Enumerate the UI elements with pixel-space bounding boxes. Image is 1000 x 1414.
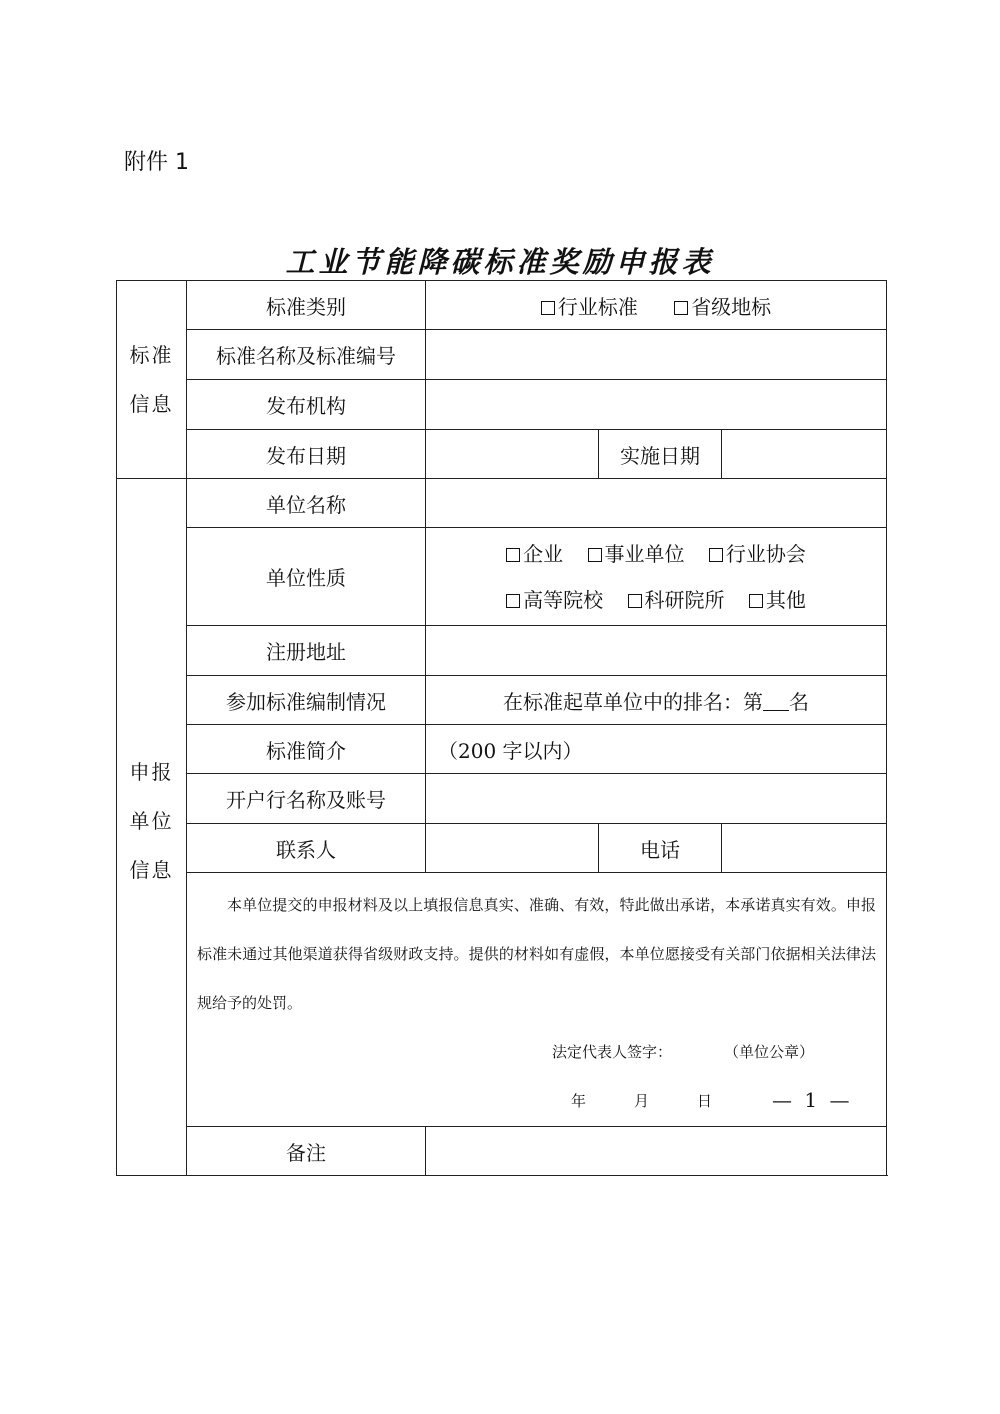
impl-date-field[interactable] bbox=[722, 430, 887, 479]
checkbox-icon[interactable] bbox=[506, 594, 520, 608]
ranking-field[interactable] bbox=[426, 676, 887, 725]
publish-date-field[interactable] bbox=[426, 430, 599, 479]
unit-name-field[interactable] bbox=[426, 479, 887, 528]
impl-date-label: 实施日期 bbox=[599, 430, 722, 479]
unit-nature-label: 单位性质 bbox=[187, 528, 426, 626]
option-research-institute[interactable] bbox=[628, 577, 725, 623]
remarks-label: 备注 bbox=[187, 1127, 426, 1176]
option-label: 省级地标 bbox=[691, 294, 772, 319]
year-label: 年 bbox=[570, 1092, 586, 1110]
publisher-label: 发布机构 bbox=[187, 380, 426, 430]
checkbox-icon[interactable] bbox=[749, 594, 763, 608]
section-applicant-label-3: 信息 bbox=[129, 858, 174, 882]
intro-hint: （200 字以内） bbox=[438, 738, 583, 763]
checkbox-icon[interactable] bbox=[674, 301, 688, 315]
ranking-blank[interactable] bbox=[763, 692, 789, 711]
unit-nature-options bbox=[426, 528, 887, 626]
option-university[interactable] bbox=[506, 577, 603, 623]
section-applicant-label-1: 申报 bbox=[129, 760, 174, 784]
option-label: 事业单位 bbox=[604, 541, 685, 566]
contact-field[interactable] bbox=[426, 824, 599, 873]
bank-label: 开户行名称及账号 bbox=[187, 774, 426, 824]
option-label: 其他 bbox=[765, 587, 806, 612]
option-public-institution[interactable] bbox=[588, 531, 685, 577]
option-label: 企业 bbox=[523, 541, 564, 566]
ranking-prefix: 在标准起草单位中的排名：第 bbox=[503, 689, 764, 714]
seal-label: （单位公章） bbox=[724, 1043, 815, 1061]
form-title: 工业节能降碳标准奖励申报表 bbox=[285, 245, 715, 279]
section-applicant-info bbox=[117, 479, 187, 1176]
publisher-field[interactable] bbox=[426, 380, 887, 430]
section-standard-label-1: 标准 bbox=[129, 342, 174, 367]
attachment-label: 附件 1 bbox=[124, 150, 189, 175]
option-provincial-standard[interactable] bbox=[674, 291, 771, 320]
option-other[interactable] bbox=[749, 577, 806, 623]
intro-label: 标准简介 bbox=[187, 725, 426, 774]
address-field[interactable] bbox=[426, 626, 887, 676]
phone-field[interactable] bbox=[722, 824, 887, 873]
address-label: 注册地址 bbox=[187, 626, 426, 676]
participation-label: 参加标准编制情况 bbox=[187, 676, 426, 725]
day-label: 日 bbox=[697, 1092, 713, 1110]
section-applicant-label-2: 单位 bbox=[129, 809, 174, 833]
option-label: 高等院校 bbox=[523, 587, 604, 612]
standard-category-label: 标准类别 bbox=[187, 281, 426, 330]
option-industry-standard[interactable] bbox=[541, 291, 638, 320]
option-label: 行业协会 bbox=[725, 541, 806, 566]
checkbox-icon[interactable] bbox=[506, 548, 520, 562]
intro-field[interactable] bbox=[426, 725, 887, 774]
declaration-text: 本单位提交的申报材料及以上填报信息真实、准确、有效，特此做出承诺，本承诺真实有效。申报标准未通过其他渠道获得省级财政支持。提供的材料如有虚假，本单位愿接受有关部门依据相关法律法规给予的处罚。 bbox=[197, 896, 877, 1012]
bank-field[interactable] bbox=[426, 774, 887, 824]
standard-category-options bbox=[426, 281, 887, 330]
contact-label: 联系人 bbox=[187, 824, 426, 873]
application-form-table bbox=[116, 280, 887, 1176]
section-standard-label-2: 信息 bbox=[129, 391, 174, 416]
page-number: — 1 — bbox=[772, 1088, 853, 1112]
ranking-suffix: 名 bbox=[789, 689, 810, 714]
unit-name-label: 单位名称 bbox=[187, 479, 426, 528]
remarks-field[interactable] bbox=[426, 1127, 887, 1176]
checkbox-icon[interactable] bbox=[541, 301, 555, 315]
checkbox-icon[interactable] bbox=[628, 594, 642, 608]
signature-label: 法定代表人签字： bbox=[552, 1043, 673, 1061]
month-label: 月 bbox=[634, 1092, 650, 1110]
publish-date-label: 发布日期 bbox=[187, 430, 426, 479]
option-industry-association[interactable] bbox=[709, 531, 806, 577]
checkbox-icon[interactable] bbox=[588, 548, 602, 562]
option-label: 行业标准 bbox=[557, 294, 638, 319]
option-enterprise[interactable] bbox=[506, 531, 563, 577]
section-standard-info bbox=[117, 281, 187, 479]
phone-label: 电话 bbox=[599, 824, 722, 873]
standard-name-label: 标准名称及标准编号 bbox=[187, 330, 426, 380]
checkbox-icon[interactable] bbox=[709, 548, 723, 562]
option-label: 科研院所 bbox=[644, 587, 725, 612]
standard-name-field[interactable] bbox=[426, 330, 887, 380]
signature-line bbox=[197, 1028, 876, 1077]
